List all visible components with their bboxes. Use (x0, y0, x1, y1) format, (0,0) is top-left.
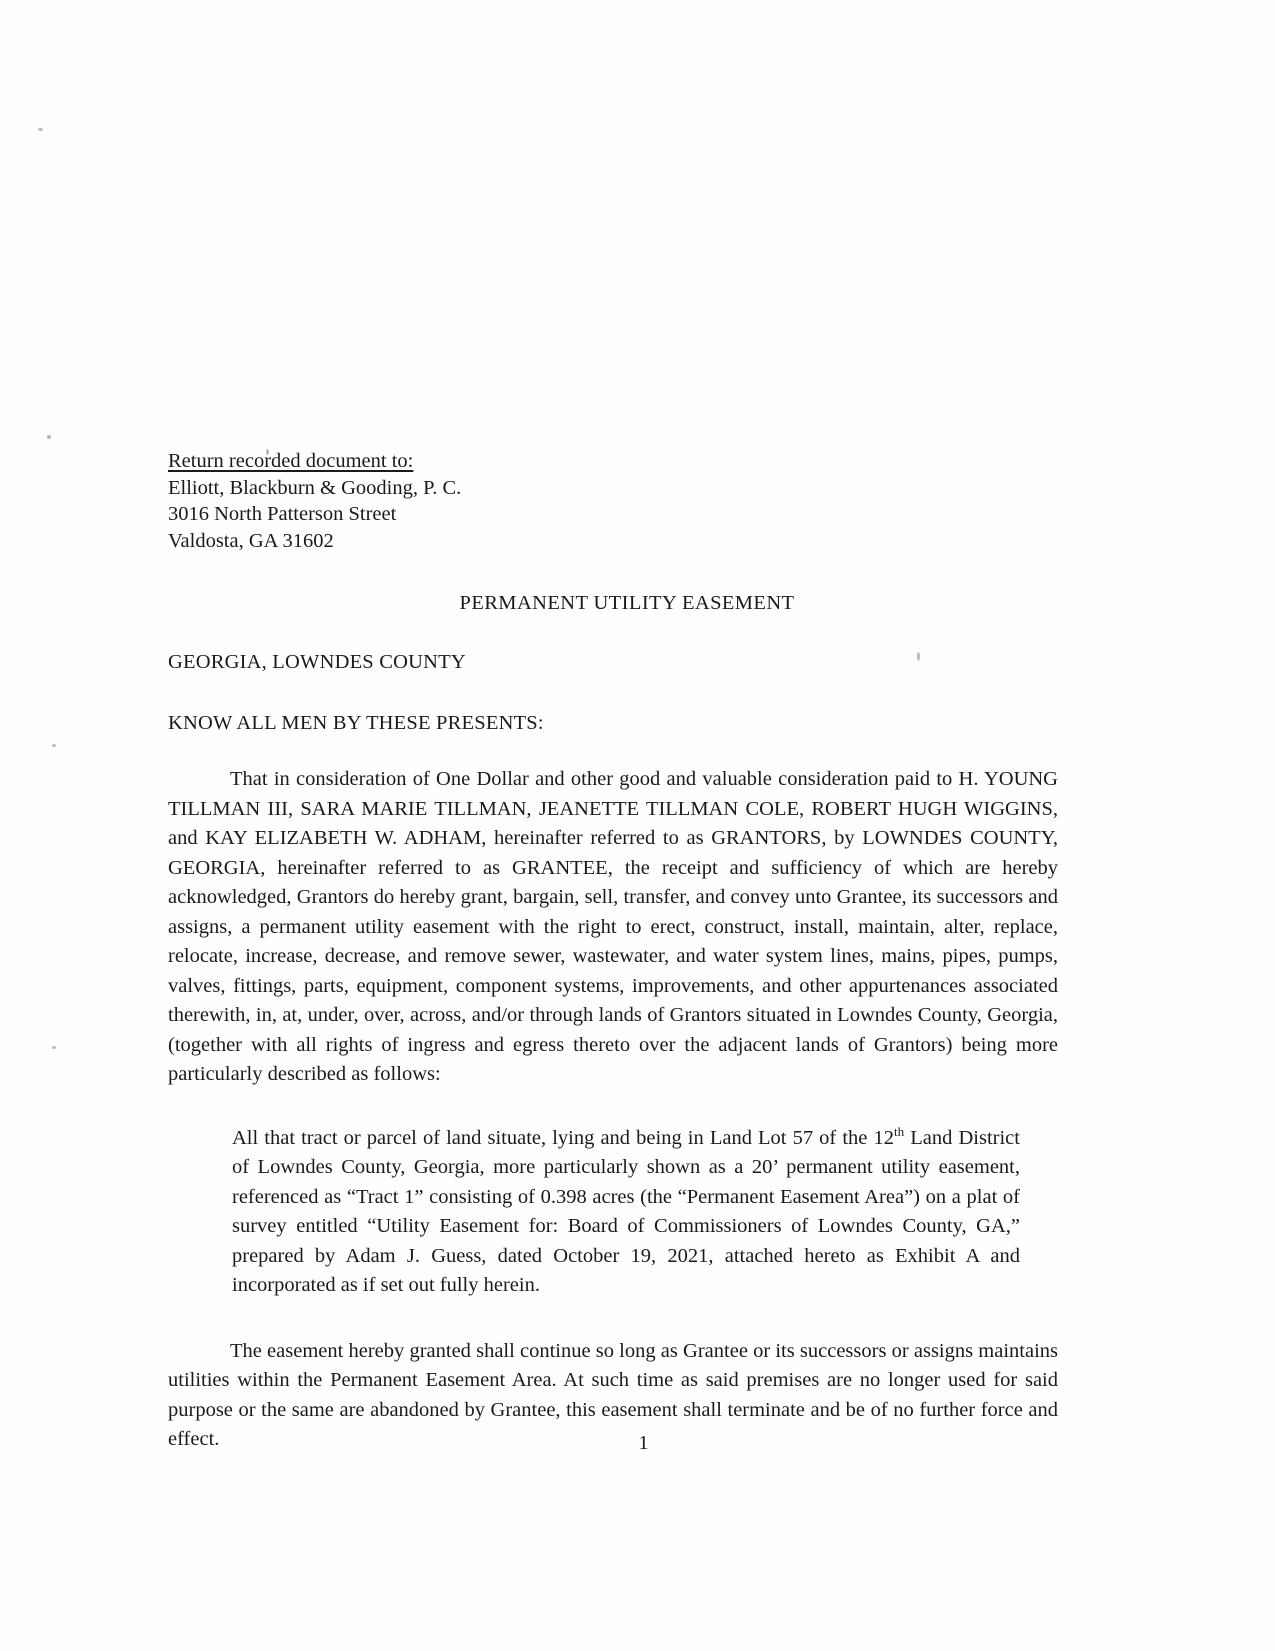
preamble-heading: KNOW ALL MEN BY THESE PRESENTS: (168, 712, 544, 734)
return-address-block (168, 448, 1058, 554)
term-paragraph: The easement hereby granted shall continue so long as Grantee or its successors or assigns maintains utilities within the Permanent Easement Area. At such time as said premises are no longer used for said purpose or the same are abandoned by Grantee, this easement shall terminate and be of no further force and effect. (168, 1339, 1058, 1450)
page-number: 1 (638, 1432, 649, 1454)
scan-speck (38, 128, 43, 131)
document-title: PERMANENT UTILITY EASEMENT (459, 592, 795, 614)
document-body (168, 448, 1058, 1475)
scan-speck (52, 744, 56, 747)
legal-description-block (232, 1124, 1020, 1301)
granting-paragraph: That in consideration of One Dollar and other good and valuable consideration paid to H. YOUNG TILLMAN III, SARA MARIE TILLMAN, JEANETTE TILLMAN COLE, ROBERT HUGH WIGGINS, and KAY ELIZABETH W. ADHAM, hereinafter referred to as GRANTORS, by LOWNDES COUNTY, GEORGIA, hereinafter referred to as GRANTEE, the receipt and sufficiency of which are hereby acknowledged, Grantors do hereby grant, bargain, sell, transfer, and convey unto Grantee, its successors and assigns, a permanent utility easement with the right to erect, construct, install, maintain, alter, replace, relocate, increase, decrease, and remove sewer, wastewater, and water system lines, mains, pipes, pumps, valves, fittings, parts, equipment, component systems, improvements, and other appurtenances associated therewith, in, at, under, over, across, and/or through lands of Grantors situated in Lowndes County, Georgia, (together with all rights of ingress and egress thereto over the adjacent lands of Grantors) being more particularly described as follows: (168, 768, 1058, 1085)
return-address-street: 3016 North Patterson Street (168, 503, 397, 525)
legal-description-part-1: All that tract or parcel of land situate, lying and being in Land Lot 57 of the 12 (232, 1126, 894, 1149)
jurisdiction-heading: GEORGIA, LOWNDES COUNTY (168, 651, 466, 673)
scan-speck (52, 1046, 56, 1049)
return-address-firm: Elliott, Blackburn & Gooding, P. C. (168, 476, 462, 499)
scan-speck (47, 435, 51, 439)
legal-description-part-2: Land District of Lowndes County, Georgia, more particularly shown as a 20’ permanent utility easement, referenced as “Tract 1” consisting of 0.398 acres (the “Permanent Easement Area”) on a plat of survey entitled “Utility Easement for: Board of Commissioners of Lowndes County, GA,” prepared by Adam J. Guess, dated October 19, 2021, attached hereto as Exhibit A and incorporated as if set out fully herein. (232, 1126, 1020, 1296)
return-address-heading: Return recorded document to: (168, 450, 414, 472)
return-address-city-state-zip: Valdosta, GA 31602 (168, 529, 334, 552)
ordinal-suffix: th (893, 1123, 905, 1139)
